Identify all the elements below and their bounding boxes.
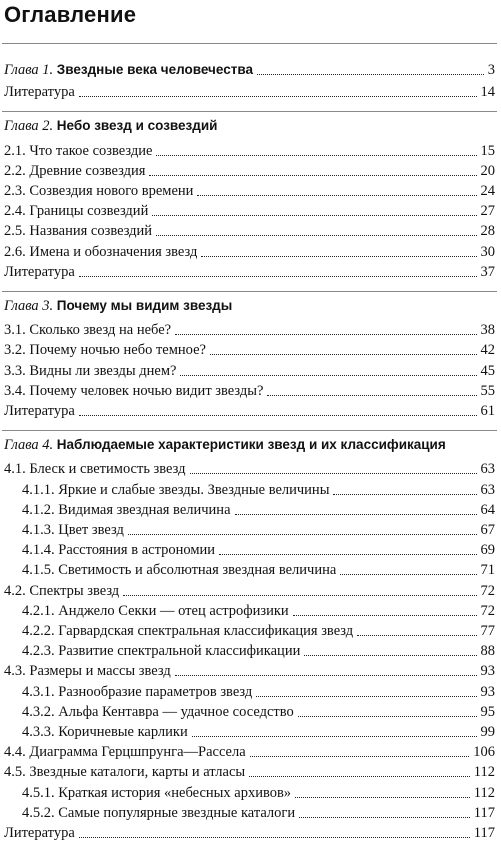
chapter-heading: [4, 436, 495, 456]
toc-section: [4, 741, 495, 761]
dot-leader: [298, 716, 477, 717]
page-number: 99: [480, 724, 495, 740]
entry-text: 3.3. Видны ли звезды днем?: [4, 362, 177, 379]
toc-section: [4, 220, 495, 240]
entry-text: Литература: [4, 84, 75, 101]
page-number: 112: [473, 764, 495, 781]
chapter-name: Звездные века человечества: [56, 62, 253, 77]
page-number: 77: [480, 623, 495, 639]
toc-subsection: [22, 539, 495, 559]
page-number: 14: [480, 84, 495, 101]
page-number: 63: [480, 481, 495, 498]
entry-text: 3.2. Почему ночью небо темное?: [4, 342, 206, 359]
dot-leader: [123, 595, 476, 596]
page-number: 61: [480, 403, 495, 419]
page-number: 106: [473, 744, 495, 761]
toc-subsection: [22, 802, 495, 822]
page-number: 30: [480, 243, 495, 260]
entry-text: 2.4. Границы созвездий: [4, 203, 149, 220]
dot-leader: [79, 415, 477, 416]
page-number: 20: [480, 162, 495, 179]
chapter-label: Глава 2.: [4, 118, 54, 135]
toc-section: [4, 360, 495, 380]
entry-text: 4.1.3. Цвет звезд: [22, 522, 124, 538]
dot-leader: [267, 395, 476, 396]
entry-text: Литература: [4, 403, 75, 419]
page-number: 28: [480, 223, 495, 240]
toc-section: [4, 380, 495, 400]
page-number: 27: [480, 203, 495, 220]
page-number: 37: [480, 263, 495, 280]
toc-subsection: [22, 701, 495, 721]
entry-text: 2.1. Что такое созвездие: [4, 142, 153, 159]
entry-text: 4.5.1. Краткая история «небесных архивов»: [22, 784, 292, 801]
dot-leader: [79, 837, 470, 838]
dot-leader: [256, 696, 476, 697]
entry-text: 4.5.2. Самые популярные звездные каталоги: [22, 804, 296, 821]
chapter-name: Небо звезд и созвездий: [56, 118, 218, 134]
page-number: 93: [480, 663, 495, 680]
toc-section: [4, 400, 495, 420]
entry-text: 4.3.2. Альфа Кентавра — удачное соседство: [22, 703, 294, 720]
entry-text: 2.5. Названия созвездий: [4, 223, 153, 240]
dot-leader: [235, 514, 477, 515]
toc-subsection: [22, 681, 495, 701]
toc-section: [4, 200, 495, 220]
dot-leader: [293, 615, 477, 616]
entry-text: 3.1. Сколько звезд на небе?: [4, 322, 172, 339]
toc-section: [4, 339, 495, 359]
dot-leader: [180, 375, 476, 376]
dot-leader: [192, 736, 477, 737]
entry-text: 4.1. Блеск и светимость звезд: [4, 461, 186, 478]
dot-leader: [250, 756, 470, 757]
page-number: 38: [480, 322, 495, 339]
entry-text: 4.4. Диаграмма Герцшпрунга—Рассела: [4, 744, 246, 761]
toc-section: [4, 261, 495, 281]
chapter-separator: [2, 291, 497, 292]
chapter-label: Глава 3.: [4, 298, 54, 314]
entry-text: Литература: [4, 825, 75, 841]
toc-section: [4, 580, 495, 600]
entry-text: 3.4. Почему человек ночью видит звезды?: [4, 382, 264, 399]
dot-leader: [304, 655, 476, 656]
entry-text: Литература: [4, 263, 75, 280]
dot-leader: [79, 276, 477, 277]
page-number: 42: [480, 342, 495, 359]
chapter-separator: [2, 430, 497, 431]
entry-text: 4.1.1. Яркие и слабые звезды. Звездные величины: [22, 481, 330, 498]
page-number: 64: [480, 501, 495, 518]
page-number: 24: [480, 183, 495, 199]
dot-leader: [149, 175, 476, 176]
toc-section: [4, 241, 495, 261]
entry-text: 4.2.3. Развитие спектральной классификации: [22, 643, 301, 660]
chapter-separator: [2, 43, 497, 44]
toc-subsection: [22, 620, 495, 640]
entry-text: 2.2. Древние созвездия: [4, 162, 146, 179]
dot-leader: [219, 554, 476, 555]
dot-leader: [333, 494, 476, 495]
chapter-title: [4, 61, 253, 79]
toc-section: [4, 140, 495, 160]
dot-leader: [249, 776, 470, 777]
dot-leader: [257, 74, 484, 75]
page-number: 112: [473, 784, 495, 801]
page-number: 55: [480, 382, 495, 399]
toc-section: [4, 160, 495, 180]
chapter-heading: [4, 117, 495, 137]
toc-section: [4, 822, 495, 842]
page-number: 67: [480, 522, 495, 538]
chapter-name: Почему мы видим звезды: [56, 298, 233, 313]
toc-section: [4, 458, 495, 478]
entry-text: 4.3.1. Разнообразие параметров звезд: [22, 683, 253, 700]
dot-leader: [357, 635, 476, 636]
toc-section: [4, 660, 495, 680]
toc-section: [4, 180, 495, 200]
chapter-heading: [4, 297, 495, 317]
entry-text: 4.2.2. Гарвардская спектральная классификация звезд: [22, 623, 354, 639]
chapter-title: [4, 298, 232, 314]
page-number: 117: [473, 825, 495, 841]
dot-leader: [152, 215, 476, 216]
toc-subsection: [22, 640, 495, 660]
page-number: 3: [487, 62, 495, 78]
toc-subsection: [22, 499, 495, 519]
entry-text: 4.3. Размеры и массы звезд: [4, 663, 171, 680]
page-number: 95: [480, 703, 495, 720]
chapter-title: [4, 118, 217, 134]
page-number: 69: [480, 542, 495, 559]
chapter-name: Наблюдаемые характеристики звезд и их классификация: [56, 437, 446, 453]
dot-leader: [197, 195, 476, 196]
toc-subsection: [22, 721, 495, 741]
dot-leader: [175, 675, 477, 676]
toc-subsection: [22, 519, 495, 539]
toc-subsection: [22, 479, 495, 499]
page-number: 88: [480, 643, 495, 660]
dot-leader: [201, 256, 476, 257]
page-number: 71: [480, 562, 495, 579]
toc-subsection: [22, 782, 495, 802]
dot-leader: [340, 574, 476, 575]
dot-leader: [128, 534, 477, 535]
entry-text: 4.1.2. Видимая звездная величина: [22, 501, 231, 518]
page-title: Оглавление: [4, 2, 137, 27]
page-number: 63: [480, 461, 495, 478]
entry-text: 4.1.5. Светимость и абсолютная звездная величина: [22, 562, 337, 579]
page-number: 15: [480, 142, 495, 159]
page-number: 117: [473, 804, 495, 821]
entry-text: 4.5. Звездные каталоги, карты и атласы: [4, 764, 246, 781]
toc-subsection: [22, 559, 495, 579]
entry-text: 2.3. Созвездия нового времени: [4, 183, 194, 199]
dot-leader: [210, 354, 477, 355]
dot-leader: [299, 817, 470, 818]
dot-leader: [156, 155, 476, 156]
entry-text: 4.3.3. Коричневые карлики: [22, 724, 188, 740]
dot-leader: [79, 96, 477, 97]
entry-text: 4.2. Спектры звезд: [4, 582, 120, 599]
toc-section: [4, 81, 495, 101]
entry-text: 4.1.4. Расстояния в астрономии: [22, 542, 216, 559]
chapter-label: Глава 1.: [4, 62, 54, 78]
chapter-heading: [4, 59, 495, 79]
toc-subsection: [22, 600, 495, 620]
page-number: 72: [480, 582, 495, 599]
dot-leader: [190, 473, 477, 474]
dot-leader: [175, 334, 476, 335]
chapter-title: [4, 437, 446, 453]
page-number: 72: [480, 602, 495, 619]
dot-leader: [295, 797, 470, 798]
toc-section: [4, 761, 495, 781]
entry-text: 2.6. Имена и обозначения звезд: [4, 243, 198, 260]
dot-leader: [156, 235, 476, 236]
entry-text: 4.2.1. Анджело Секки — отец астрофизики: [22, 602, 289, 619]
page-number: 45: [480, 362, 495, 379]
page-number: 93: [480, 683, 495, 700]
toc-section: [4, 319, 495, 339]
chapter-separator: [2, 111, 497, 112]
chapter-label: Глава 4.: [4, 437, 54, 454]
